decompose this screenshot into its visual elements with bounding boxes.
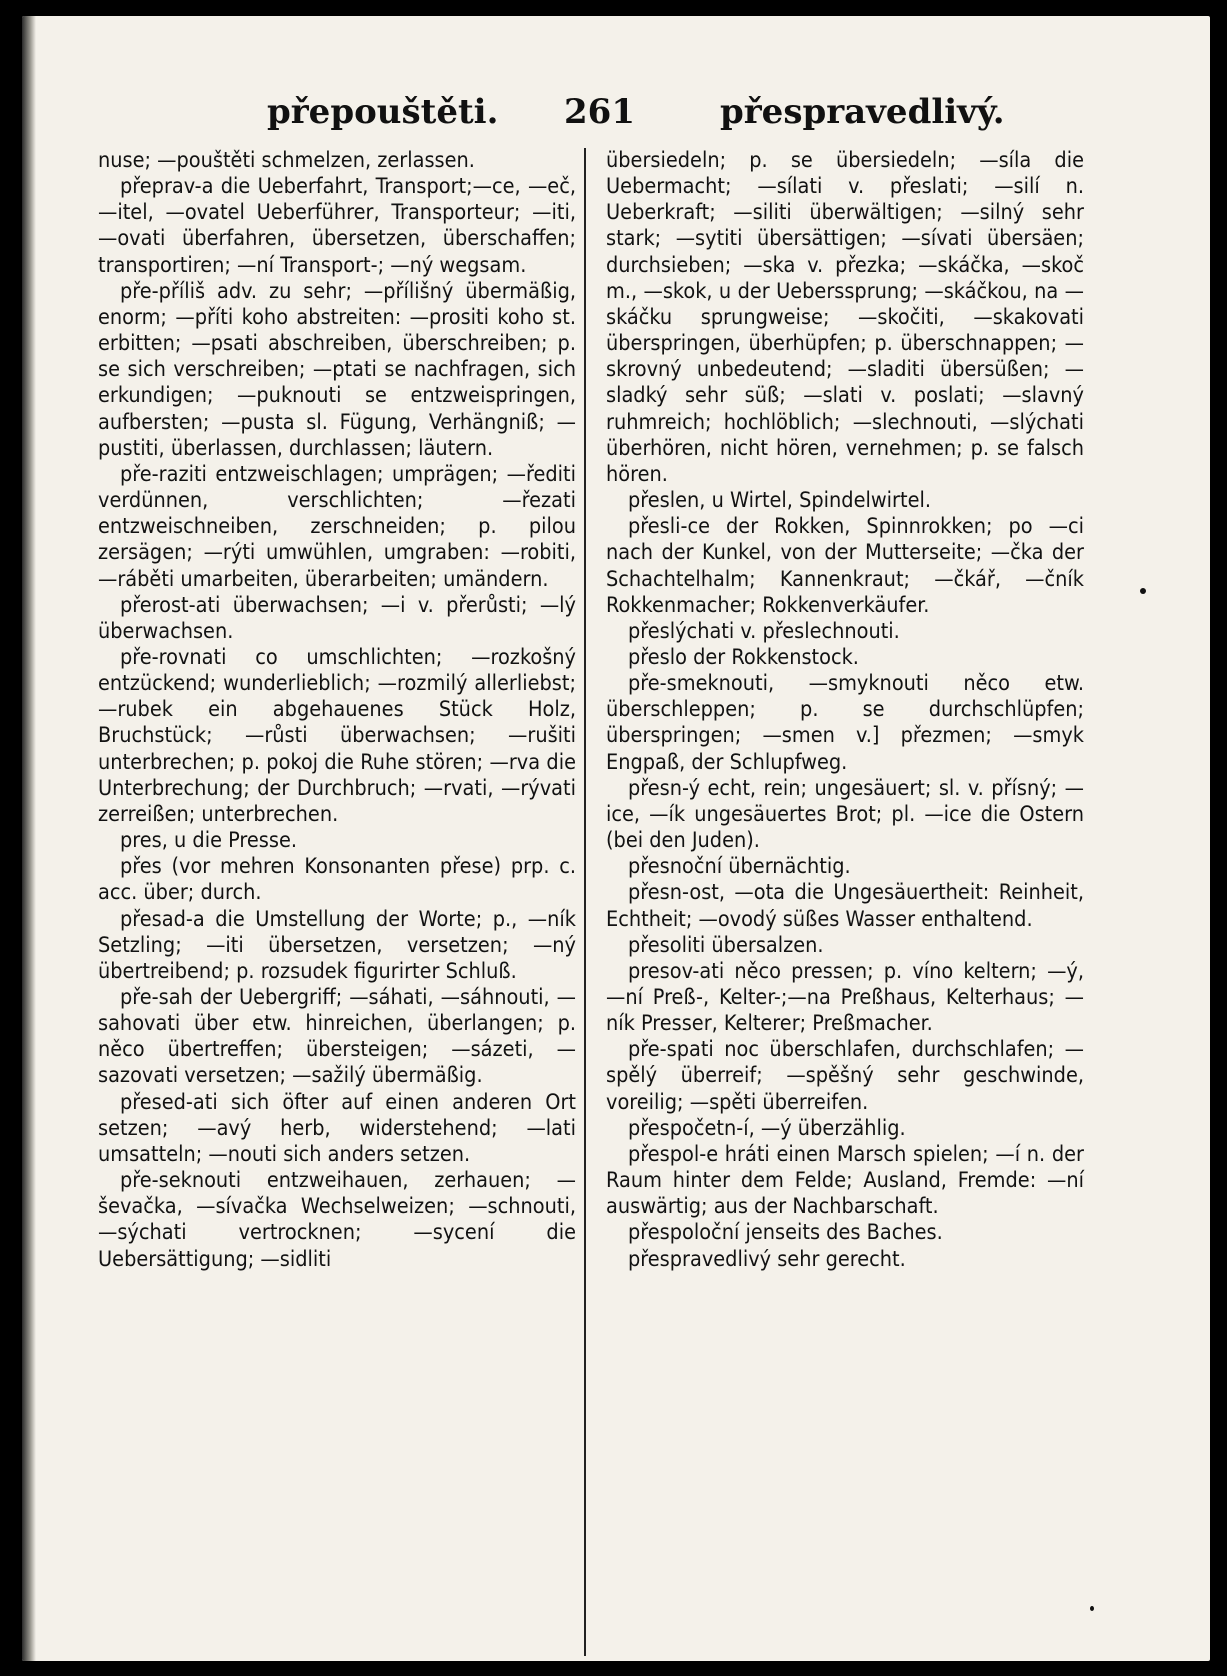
page-edge-shadow: [22, 16, 36, 1661]
dictionary-entry: pře-spati noc überschlafen, durchschlafen; —spělý überreif; —spěšný sehr geschwinde, voreilig; —spěti überreifen.: [606, 1037, 1084, 1115]
dictionary-entry: přesad-a die Umstellung der Worte; p., —ník Setzling; —iti übersetzen, versetzen; —ný übertreibend; p. rozsudek figurirter Schluß.: [98, 906, 576, 984]
dictionary-entry: přesoliti übersalzen.: [628, 932, 824, 958]
page-number: 261: [564, 92, 635, 132]
print-speck: [1140, 588, 1146, 594]
header-left-guide-word: přepouštěti.: [267, 92, 499, 132]
print-speck: [1090, 1606, 1094, 1611]
dictionary-entry: přespol-e hráti einen Marsch spielen; —í n. der Raum hinter dem Felde; Ausland, Fremde: —ní auswärtig; aus der Nachbarschaft.: [606, 1141, 1084, 1220]
dictionary-entry: přesn-ost, —ota die Ungesäuertheit: Reinheit, Echtheit; —ovodý süßes Wasser enthaltend.: [606, 880, 1084, 932]
dictionary-entry: přeslen, u Wirtel, Spindelwirtel.: [628, 488, 931, 514]
dictionary-page: [22, 16, 1210, 1661]
dictionary-entry: pře-raziti entzweischlagen; umprägen; —řediti verdünnen, verschlichten; —řezati entzweischneiben, zerschneiden; p. pilou zersägen; —rýti umwühlen, umgraben: —robiti, —ráběti umarbeiten, überarbeiten; umändern.: [98, 461, 576, 592]
dictionary-entry: přes (vor mehren Konsonanten přese) prp. c. acc. über; durch.: [98, 854, 576, 906]
page-header: [112, 92, 1152, 144]
dictionary-entry: přesli-ce der Rokken, Spinnrokken; po —ci nach der Kunkel, von der Mutterseite; —čka der Schachtelhalm; Kannenkraut; —čkář, —čník Rokkenmacher; Rokkenverkäufer.: [606, 514, 1084, 618]
column-divider: [584, 148, 586, 1656]
header-right-guide-word: přespravedlivý.: [720, 92, 1005, 132]
dictionary-entry: přesn-ý echt, rein; ungesäuert; sl. v. přísný; —ice, —ík ungesäuertes Brot; pl. —ice die Ostern (bei den Juden).: [606, 775, 1084, 854]
dictionary-entry: presov-ati něco pressen; p. víno keltern; —ý, —ní Preß-, Kelter-;—na Preßhaus, Kelterhaus; —ník Presser, Kelterer; Preßmacher.: [606, 958, 1084, 1037]
dictionary-entry: pře-seknouti entzweihauen, zerhauen; —ševačka, —sívačka Wechselweizen; —schnouti, —sýchati vertrocknen; —sycení die Uebersättigung; —sidliti: [98, 1168, 576, 1272]
dictionary-entry: pře-příliš adv. zu sehr; —přílišný übermäßig, enorm; —příti koho abstreiten: —prositi koho st. erbitten; —psati abschreiben, überschreiben; p. se sich verschreiben; —ptati se nachfragen, sich erkundigen; —puknouti se entzweispringen, aufbersten; —pusta sl. Fügung, Verhängniß; —pustiti, überlassen, durchlassen; läutern.: [98, 278, 576, 461]
dictionary-entry: přespočetn-í, —ý überzählig.: [628, 1115, 906, 1141]
dictionary-entry: pře-smeknouti, —smyknouti něco etw. überschleppen; p. se durchschlüpfen; überspringen; —smen v.] přezmen; —smyk Engpaß, der Schlupfweg.: [606, 671, 1084, 775]
dictionary-entry: přerost-ati überwachsen; —i v. přerůsti; —lý überwachsen.: [98, 592, 576, 644]
dictionary-entry: nuse; —pouštěti schmelzen, zerlassen.: [98, 148, 475, 173]
dictionary-entry: přeslo der Rokkenstock.: [628, 644, 859, 670]
dictionary-entry: přespoloční jenseits des Baches.: [628, 1220, 943, 1246]
left-column: [98, 148, 576, 1273]
dictionary-entry: přespravedlivý sehr gerecht.: [628, 1246, 906, 1272]
dictionary-entry: übersiedeln; p. se übersiedeln; —síla die Uebermacht; —sílati v. přeslati; —silí n. Ueberkraft; —siliti überwältigen; —silný sehr stark; —sytiti übersättigen; —sívati übersäen; durchsieben; —ska v. přezka; —skáčka, —skoč m., —skok, u der Ueberssprung; —skáčkou, na —skáčku sprungweise; —skočiti, —skakovati überspringen, überhüpfen; p. überschnappen; —skrovný unbedeutend; —sladiti übersüßen; —sladký sehr süß; —slati v. poslati; —slavný ruhmreich; hochlöblich; —slechnouti, —slýchati überhören, nicht hören, vernehmen; p. se falsch hören.: [606, 148, 1084, 487]
dictionary-entry: přeslýchati v. přeslechnouti.: [628, 618, 900, 644]
dictionary-entry: přesnoční übernächtig.: [628, 854, 851, 880]
dictionary-entry: přesed-ati sich öfter auf einen anderen Ort setzen; —avý herb, widerstehend; —lati umsatteln; —nouti sich anders setzen.: [98, 1089, 576, 1167]
dictionary-entry: pře-rovnati co umschlichten; —rozkošný entzückend; wunderlieblich; —rozmilý allerliebst; —rubek ein abgehauenes Stück Holz, Bruchstück; —růsti überwachsen; —rušiti unterbrechen; p. pokoj die Ruhe stören; —rva die Unterbrechung; der Durchbruch; —rvati, —rývati zerreißen; unterbrechen.: [98, 644, 576, 827]
dictionary-entry: pře-sah der Uebergriff; —sáhati, —sáhnouti, —sahovati über etw. hinreichen, überlangen; p. něco übertreffen; übersteigen; —sázeti, —sazovati versetzen; —sažilý übermäßig.: [98, 985, 576, 1089]
right-column: [606, 148, 1084, 1273]
dictionary-entry: pres, u die Presse.: [120, 828, 297, 854]
dictionary-entry: přeprav-a die Ueberfahrt, Transport;—ce, —eč, —itel, —ovatel Ueberführer, Transporteur; —iti, —ovati überfahren, übersetzen, überschaffen; transportiren; —ní Transport-; —ný wegsam.: [98, 174, 576, 278]
